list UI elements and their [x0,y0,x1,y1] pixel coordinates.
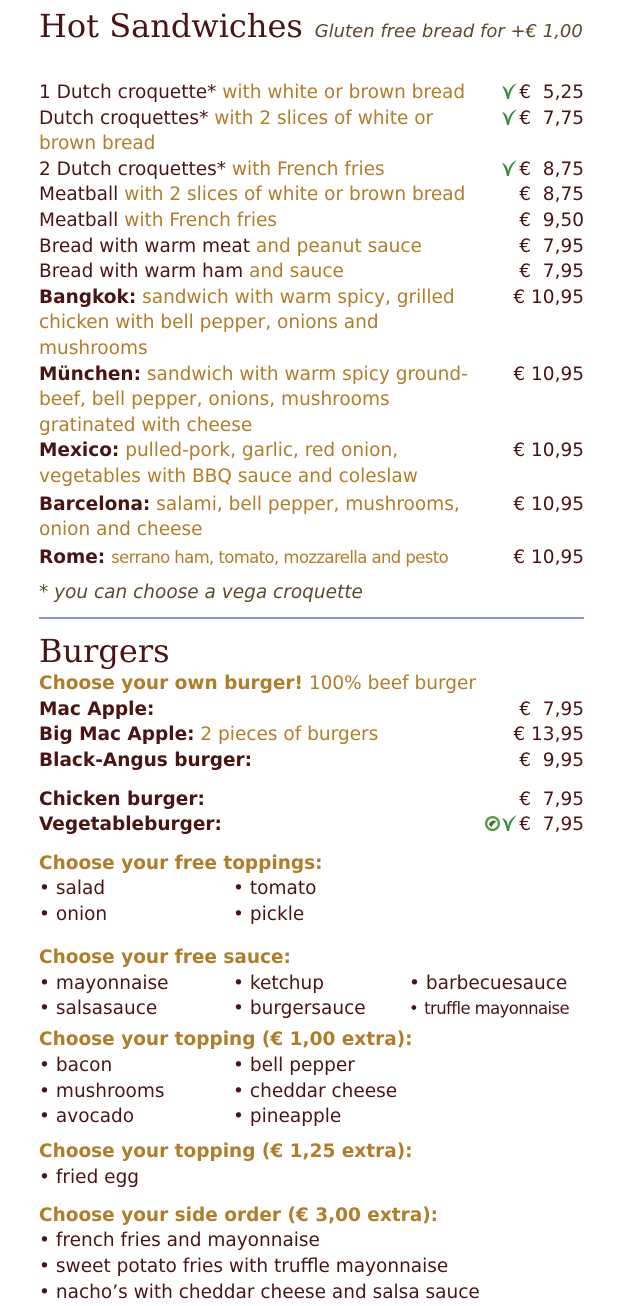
item-description: with 2 slices of white or brown bread [39,107,434,155]
section-divider [39,617,584,619]
free-toppings-list [39,876,584,928]
list-item: • tomato [233,876,427,902]
menu-page [39,0,584,1306]
free-toppings-heading: Choose your free toppings: [39,852,323,874]
item-price: € 10,95 [513,546,584,568]
menu-item [39,234,584,260]
item-description: with French fries [124,209,277,231]
item-name: Chicken burger: [39,788,205,810]
item-price: € 10,95 [513,363,584,385]
menu-item [39,697,584,723]
item-description: sandwich with warm spicy ground-beef, bell pepper, onions, mushrooms gratinated with cheese [39,363,468,436]
item-name: Black-Angus burger: [39,750,253,772]
item-name: Rome: [39,546,106,568]
item-name: Vegetableburger: [39,814,222,836]
item-description: with 2 slices of white or brown bread [124,184,466,206]
item-price: € 5,25 [519,82,584,103]
list-item: • cheddar cheese [233,1079,427,1105]
list-item: • avocado [39,1104,233,1130]
leaf-icon [502,82,518,100]
side-order-list [39,1228,584,1305]
burger-intro [39,671,584,697]
leaf-icon [502,814,518,832]
burger-intro-bold: Choose your own burger! [39,673,303,695]
menu-item [39,722,584,748]
menu-item [39,106,584,157]
item-name: Meatball [39,184,119,206]
item-name: Bangkok: [39,286,137,308]
item-name: 2 Dutch croquettes* [39,158,226,180]
menu-item [39,492,584,543]
menu-item [39,182,584,208]
list-item: • pickle [233,902,427,928]
vega-croquette-note: * you can choose a vega croquette [39,582,363,604]
list-item: • nacho’s with cheddar cheese and salsa sauce [39,1280,584,1306]
item-name: Mac Apple: [39,698,155,720]
item-name: 1 Dutch croquette* [39,82,217,103]
item-price: € 10,95 [513,440,584,462]
list-item: • fried egg [39,1165,584,1191]
list-item: • mayonnaise [39,971,233,997]
topping-125-heading: Choose your topping (€ 1,25 extra): [39,1141,413,1163]
item-description: salami, bell pepper, mushrooms, onion and cheese [39,493,460,541]
menu-item [39,812,584,838]
topping-100-heading: Choose your topping (€ 1,00 extra): [39,1029,413,1051]
list-item: • pineapple [233,1104,427,1130]
item-name: Bread with warm ham [39,261,244,283]
item-name: Big Mac Apple: [39,724,195,746]
item-price: € 10,95 [513,493,584,515]
list-item: • mushrooms [39,1079,233,1105]
item-price: € 7,95 [519,235,584,257]
menu-item [39,545,584,571]
item-price: € 7,95 [519,698,584,720]
menu-item [39,362,584,439]
menu-item [39,787,584,813]
list-item: • truffle mayonnaise [409,996,584,1022]
item-price: € 7,95 [519,261,584,283]
section-title-burgers: Burgers [39,632,170,671]
menu-item [39,748,584,774]
list-item: • french fries and mayonnaise [39,1228,584,1254]
vegan-badge-icon [484,815,501,832]
item-name: Mexico: [39,440,120,462]
list-item: • salad [39,876,233,902]
list-item: • bacon [39,1053,233,1079]
item-name: Meatball [39,209,119,231]
menu-item [39,208,584,234]
item-description: pulled-pork, garlic, red onion, vegetables with BBQ sauce and coleslaw [39,440,418,487]
list-item: • burgersauce [233,996,409,1022]
item-name: Barcelona: [39,493,151,515]
list-item: • barbecuesauce [409,971,584,997]
list-item: • bell pepper [233,1053,427,1079]
topping-125-list [39,1165,584,1191]
item-description: with white or brown bread [222,82,466,103]
free-sauce-heading: Choose your free sauce: [39,947,291,969]
item-description: sandwich with warm spicy, grilled chicken with bell pepper, onions and mushrooms [39,286,455,359]
sandwich-list [39,80,584,570]
leaf-icon [502,159,518,177]
burger-intro-rest: 100% beef burger [308,673,477,695]
item-price: € 13,95 [513,724,584,746]
menu-item [39,80,584,106]
item-price: € 7,75 [519,107,584,129]
item-description: with French fries [231,158,385,180]
item-description: serrano ham, tomato, mozzarella and pesto [111,547,449,567]
burger-list [39,697,584,838]
item-description: and sauce [249,261,344,283]
list-item: • sweet potato fries with truffle mayonnaise [39,1254,584,1280]
item-name: München: [39,363,142,385]
item-name: Dutch croquettes* [39,107,209,129]
menu-item [39,259,584,285]
item-price: € 10,95 [513,286,584,308]
item-description: 2 pieces of burgers [200,724,379,746]
gluten-free-note: Gluten free bread for +€ 1,00 [314,21,583,42]
menu-item [39,285,584,362]
menu-item [39,157,584,183]
list-item: • onion [39,902,233,928]
menu-item [39,438,584,489]
item-name: Bread with warm meat [39,235,251,257]
sandwiches-header [39,6,584,52]
item-price: € 7,95 [519,788,584,810]
list-item: • salsasauce [39,996,233,1022]
item-price: € 7,95 [519,814,584,836]
item-price: € 8,75 [519,158,584,180]
item-price: € 9,50 [519,209,584,231]
list-item: • ketchup [233,971,409,997]
topping-100-list [39,1053,584,1130]
leaf-icon [502,108,518,126]
item-description: and peanut sauce [255,235,422,257]
item-price: € 9,95 [519,750,584,772]
free-sauce-list [39,971,584,1023]
side-order-heading: Choose your side order (€ 3,00 extra): [39,1204,439,1226]
item-price: € 8,75 [519,184,584,206]
section-title-sandwiches: Hot Sandwiches [39,7,303,45]
